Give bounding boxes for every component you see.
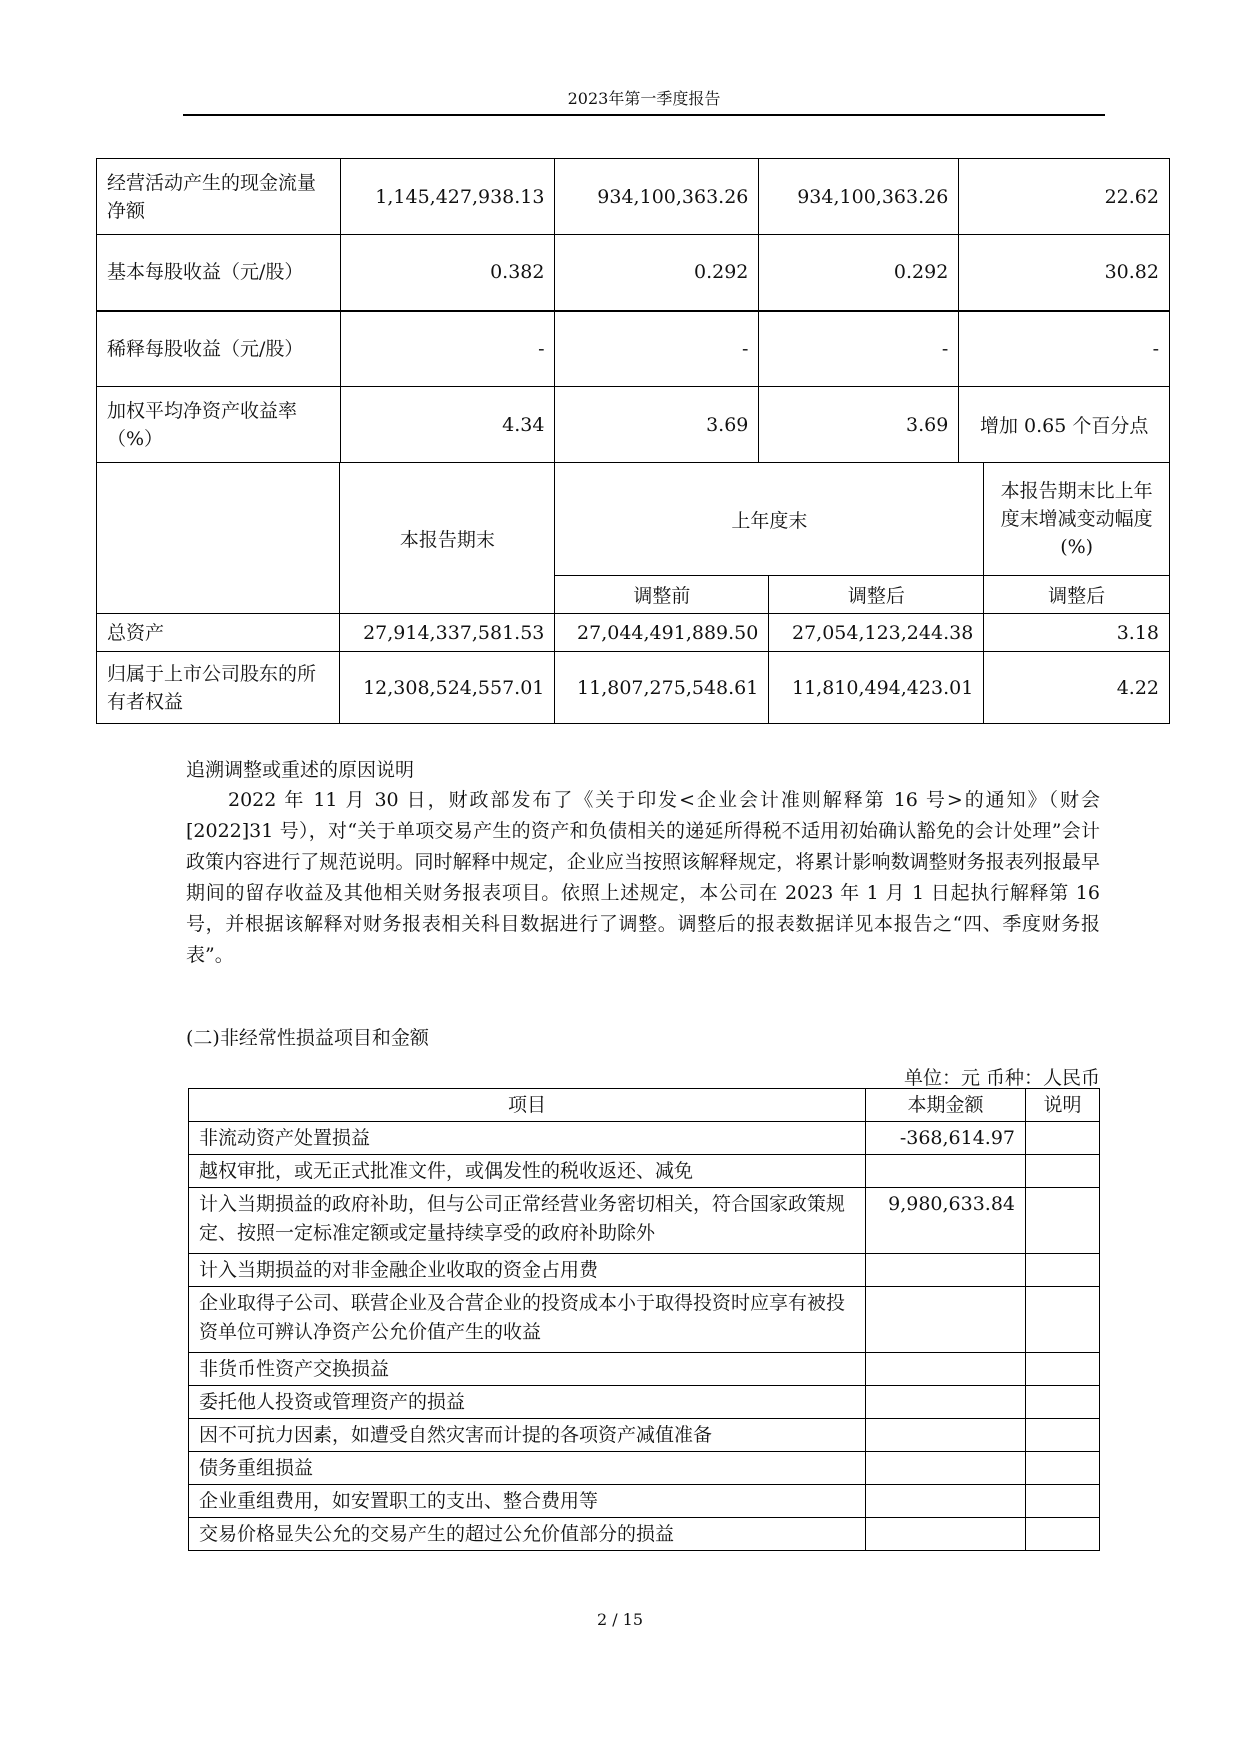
item-label: 企业取得子公司、联营企业及合营企业的投资成本小于取得投资时应享有被投资单位可辨认净资产公允价值产生的收益 (189, 1287, 866, 1353)
prev-after-value: 934,100,363.26 (759, 159, 959, 235)
table-row (189, 1353, 1100, 1386)
item-label: 计入当期损益的政府补助，但与公司正常经营业务密切相关，符合国家政策规定、按照一定标准定额或定量持续享受的政府补助除外 (189, 1188, 866, 1254)
current-value: - (340, 311, 555, 387)
current-period-end-header: 本报告期末 (340, 463, 555, 614)
change-value: 3.18 (984, 614, 1170, 652)
header-row (189, 1089, 1100, 1122)
table-row (189, 1287, 1100, 1353)
item-label: 因不可抗力因素，如遭受自然灾害而计提的各项资产减值准备 (189, 1419, 866, 1452)
prior-year-end-header: 上年度末 (555, 463, 984, 576)
prev-after-value: 11,810,494,423.01 (769, 652, 984, 724)
amount-value (866, 1353, 1026, 1386)
note-value (1026, 1353, 1100, 1386)
table-row (189, 1452, 1100, 1485)
item-label: 委托他人投资或管理资产的损益 (189, 1386, 866, 1419)
row-label: 稀释每股收益（元/股） (97, 311, 341, 387)
item-label: 计入当期损益的对非金融企业收取的资金占用费 (189, 1254, 866, 1287)
prev-before-value: 27,044,491,889.50 (555, 614, 769, 652)
prev-before-value: 934,100,363.26 (555, 159, 759, 235)
current-value: 4.34 (340, 387, 555, 463)
table-row (97, 311, 1170, 387)
after-adjustment-header: 调整后 (769, 576, 984, 614)
current-value: 27,914,337,581.53 (340, 614, 555, 652)
table-row (97, 159, 1170, 235)
prev-after-value: 3.69 (759, 387, 959, 463)
note-value (1026, 1518, 1100, 1551)
table-row (189, 1386, 1100, 1419)
column-header-item: 项目 (189, 1089, 866, 1122)
restatement-note-paragraph: 2022 年 11 月 30 日，财政部发布了《关于印发<企业会计准则解释第 16 号>的通知》（财会[2022]31 号），对“关于单项交易产生的资产和负债相关的递延所得税不适用初始确认豁免的会计处理”会计政策内容进行了规范说明。同时解释中规定，企业应当按照该解释规定，将累计影响数调整财务报表列报最早期间的留存收益及其他相关财务报表项目。依照上述规定，本公司在 2023 年 1 月 1 日起执行解释第 16 号，并根据该解释对财务报表相关科目数据进行了调整。调整后的报表数据详见本报告之“四、季度财务报表”。 (186, 789, 1100, 966)
current-value: 12,308,524,557.01 (340, 652, 555, 724)
header-row (97, 463, 1170, 576)
column-header-amount: 本期金额 (866, 1089, 1026, 1122)
section-title: (二)非经常性损益项目和金额 (186, 1027, 429, 1049)
amount-value: 9,980,633.84 (866, 1188, 1026, 1254)
table-row (97, 614, 1170, 652)
item-label: 非流动资产处置损益 (189, 1122, 866, 1155)
amount-value: -368,614.97 (866, 1122, 1026, 1155)
prev-before-value: 0.292 (555, 235, 759, 311)
before-adjustment-header: 调整前 (555, 576, 769, 614)
change-after-adjustment-header: 调整后 (984, 576, 1170, 614)
change-value: 22.62 (959, 159, 1170, 235)
page-number: 2 / 15 (596, 1610, 644, 1629)
header-divider (183, 114, 1105, 116)
row-label: 归属于上市公司股东的所有者权益 (97, 652, 340, 724)
table-row (189, 1419, 1100, 1452)
change-value: 4.22 (984, 652, 1170, 724)
prev-after-value: 27,054,123,244.38 (769, 614, 984, 652)
table-row (189, 1485, 1100, 1518)
empty-header-cell (97, 463, 340, 614)
note-value (1026, 1254, 1100, 1287)
item-label: 非货币性资产交换损益 (189, 1353, 866, 1386)
table-row (97, 652, 1170, 724)
change-header: 本报告期末比上年度末增减变动幅度(%) (984, 463, 1170, 576)
amount-value (866, 1287, 1026, 1353)
current-value: 0.382 (340, 235, 555, 311)
row-label: 基本每股收益（元/股） (97, 235, 341, 311)
table-row (189, 1155, 1100, 1188)
row-label: 经营活动产生的现金流量净额 (97, 159, 341, 235)
prev-before-value: - (555, 311, 759, 387)
amount-value (866, 1254, 1026, 1287)
prev-after-value: 0.292 (759, 235, 959, 311)
amount-value (866, 1155, 1026, 1188)
note-value (1026, 1188, 1100, 1254)
note-value (1026, 1485, 1100, 1518)
amount-value (866, 1518, 1026, 1551)
note-value (1026, 1419, 1100, 1452)
row-label: 总资产 (97, 614, 340, 652)
table-row (189, 1254, 1100, 1287)
current-value: 1,145,427,938.13 (340, 159, 555, 235)
note-value (1026, 1287, 1100, 1353)
prev-after-value: - (759, 311, 959, 387)
item-label: 债务重组损益 (189, 1452, 866, 1485)
amount-value (866, 1452, 1026, 1485)
change-value: 30.82 (959, 235, 1170, 311)
table-row (189, 1122, 1100, 1155)
key-financial-data-table (96, 158, 1170, 463)
column-header-note: 说明 (1026, 1089, 1100, 1122)
non-recurring-items-table (188, 1088, 1100, 1551)
note-value (1026, 1452, 1100, 1485)
row-label: 加权平均净资产收益率（%） (97, 387, 341, 463)
table-row (189, 1518, 1100, 1551)
amount-value (866, 1485, 1026, 1518)
table-row (97, 235, 1170, 311)
item-label: 交易价格显失公允的交易产生的超过公允价值部分的损益 (189, 1518, 866, 1551)
balance-sheet-table (96, 462, 1170, 724)
amount-value (866, 1419, 1026, 1452)
item-label: 企业重组费用，如安置职工的支出、整合费用等 (189, 1485, 866, 1518)
prev-before-value: 11,807,275,548.61 (555, 652, 769, 724)
note-value (1026, 1386, 1100, 1419)
change-value: - (959, 311, 1170, 387)
change-value: 增加 0.65 个百分点 (959, 387, 1170, 463)
prev-before-value: 3.69 (555, 387, 759, 463)
amount-value (866, 1386, 1026, 1419)
table-row (97, 387, 1170, 463)
restatement-note-title: 追溯调整或重述的原因说明 (186, 759, 415, 781)
note-value (1026, 1155, 1100, 1188)
unit-label: 单位：元 币种：人民币 (903, 1067, 1100, 1089)
item-label: 越权审批，或无正式批准文件，或偶发性的税收返还、减免 (189, 1155, 866, 1188)
page-header-title: 2023年第一季度报告 (567, 89, 721, 108)
note-value (1026, 1122, 1100, 1155)
table-row (189, 1188, 1100, 1254)
